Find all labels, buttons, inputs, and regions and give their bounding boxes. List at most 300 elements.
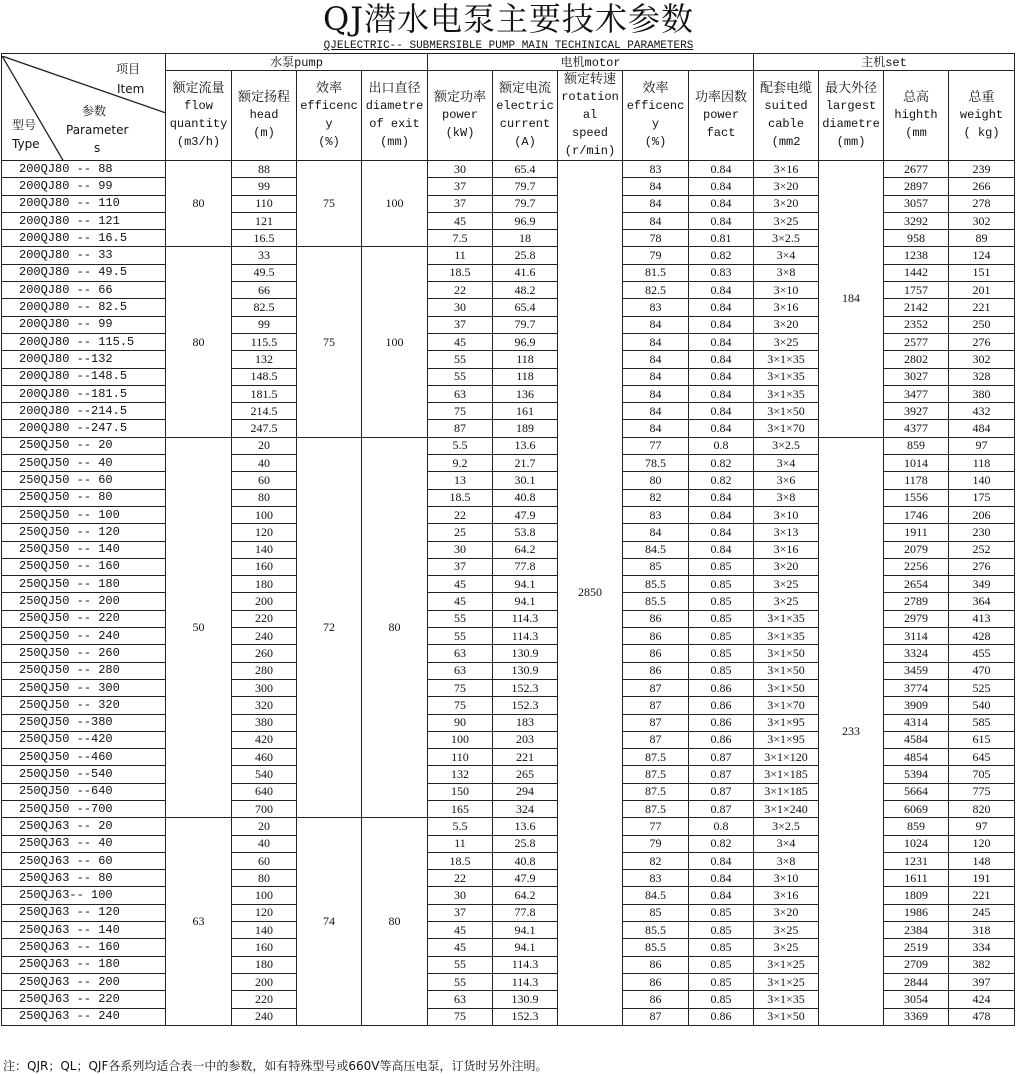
head-cell: 80	[232, 870, 297, 887]
pump-efficiency-cell: 75	[297, 161, 362, 247]
current-cell: 77.8	[493, 904, 558, 921]
weight-cell: 89	[949, 230, 1015, 247]
model-cell: 250QJ50 -- 220	[2, 610, 166, 627]
head-cell: 160	[232, 939, 297, 956]
power-cell: 45	[428, 212, 493, 229]
current-cell: 130.9	[493, 662, 558, 679]
table-row	[2, 437, 1015, 454]
motor-efficiency-cell: 78	[623, 230, 689, 247]
model-cell: 200QJ80 --181.5	[2, 385, 166, 402]
weight-cell: 201	[949, 282, 1015, 299]
motor-efficiency-cell: 84.5	[623, 541, 689, 558]
current-cell: 152.3	[493, 697, 558, 714]
cable-cell: 3×4	[754, 455, 819, 472]
height-cell: 3927	[884, 403, 949, 420]
motor-efficiency-cell: 87.5	[623, 800, 689, 817]
head-cell: 240	[232, 628, 297, 645]
motor-efficiency-cell: 87	[623, 1008, 689, 1025]
head-cell: 40	[232, 835, 297, 852]
power-cell: 22	[428, 870, 493, 887]
power-factor-cell: 0.86	[689, 731, 754, 748]
power-factor-cell: 0.82	[689, 247, 754, 264]
head-cell: 16.5	[232, 230, 297, 247]
head-cell: 120	[232, 524, 297, 541]
current-cell: 64.2	[493, 541, 558, 558]
head-cell: 99	[232, 316, 297, 333]
weight-cell: 455	[949, 645, 1015, 662]
power-cell: 22	[428, 506, 493, 523]
power-cell: 7.5	[428, 230, 493, 247]
cable-cell: 3×25	[754, 922, 819, 939]
model-cell: 250QJ50 -- 240	[2, 628, 166, 645]
height-cell: 1809	[884, 887, 949, 904]
height-cell: 2519	[884, 939, 949, 956]
weight-cell: 525	[949, 679, 1015, 696]
weight-cell: 245	[949, 904, 1015, 921]
current-cell: 40.8	[493, 852, 558, 869]
motor-efficiency-cell: 84	[623, 195, 689, 212]
weight-cell: 239	[949, 161, 1015, 178]
model-cell: 250QJ63 -- 240	[2, 1008, 166, 1025]
column-header: 总重 weight ( kg)	[949, 71, 1015, 161]
motor-efficiency-cell: 77	[623, 437, 689, 454]
power-cell: 18.5	[428, 852, 493, 869]
head-cell: 220	[232, 991, 297, 1008]
current-cell: 294	[493, 783, 558, 800]
corner-type-en: Type	[12, 136, 40, 151]
power-factor-cell: 0.84	[689, 195, 754, 212]
motor-efficiency-cell: 86	[623, 645, 689, 662]
cable-cell: 3×16	[754, 887, 819, 904]
cable-cell: 3×4	[754, 247, 819, 264]
height-cell: 859	[884, 437, 949, 454]
power-factor-cell: 0.84	[689, 870, 754, 887]
current-cell: 47.9	[493, 506, 558, 523]
current-cell: 25.8	[493, 247, 558, 264]
power-cell: 45	[428, 922, 493, 939]
weight-cell: 820	[949, 800, 1015, 817]
power-factor-cell: 0.85	[689, 558, 754, 575]
model-cell: 250QJ50 --460	[2, 749, 166, 766]
current-cell: 40.8	[493, 489, 558, 506]
cable-cell: 3×1×95	[754, 714, 819, 731]
model-cell: 250QJ50 --540	[2, 766, 166, 783]
rotational-speed-cell: 2850	[558, 161, 623, 1026]
weight-cell: 428	[949, 628, 1015, 645]
current-cell: 94.1	[493, 576, 558, 593]
cable-cell: 3×10	[754, 870, 819, 887]
power-cell: 63	[428, 385, 493, 402]
weight-cell: 118	[949, 455, 1015, 472]
motor-efficiency-cell: 83	[623, 299, 689, 316]
power-cell: 55	[428, 368, 493, 385]
head-cell: 200	[232, 593, 297, 610]
height-cell: 2384	[884, 922, 949, 939]
flow-quantity-cell: 80	[166, 161, 232, 247]
pump-efficiency-cell: 75	[297, 247, 362, 437]
model-cell: 250QJ50 --380	[2, 714, 166, 731]
weight-cell: 151	[949, 264, 1015, 281]
motor-efficiency-cell: 86	[623, 662, 689, 679]
cable-cell: 3×1×50	[754, 403, 819, 420]
weight-cell: 221	[949, 887, 1015, 904]
head-cell: 260	[232, 645, 297, 662]
head-cell: 115.5	[232, 333, 297, 350]
head-cell: 640	[232, 783, 297, 800]
cable-cell: 3×1×185	[754, 766, 819, 783]
current-cell: 161	[493, 403, 558, 420]
corner-item-cn: 项目	[116, 61, 141, 76]
power-factor-cell: 0.87	[689, 749, 754, 766]
weight-cell: 191	[949, 870, 1015, 887]
weight-cell: 615	[949, 731, 1015, 748]
model-cell: 250QJ50 -- 80	[2, 489, 166, 506]
power-cell: 45	[428, 333, 493, 350]
height-cell: 4314	[884, 714, 949, 731]
power-factor-cell: 0.86	[689, 714, 754, 731]
power-cell: 110	[428, 749, 493, 766]
cable-cell: 3×20	[754, 904, 819, 921]
current-cell: 13.6	[493, 818, 558, 835]
power-factor-cell: 0.85	[689, 610, 754, 627]
motor-efficiency-cell: 87	[623, 679, 689, 696]
head-cell: 420	[232, 731, 297, 748]
motor-efficiency-cell: 85	[623, 558, 689, 575]
power-factor-cell: 0.84	[689, 212, 754, 229]
corner-type-cn: 型号	[12, 117, 37, 132]
power-factor-cell: 0.84	[689, 282, 754, 299]
power-cell: 75	[428, 697, 493, 714]
largest-diameter-cell: 233	[819, 437, 884, 1025]
power-factor-cell: 0.84	[689, 887, 754, 904]
power-cell: 37	[428, 904, 493, 921]
power-factor-cell: 0.84	[689, 161, 754, 178]
motor-efficiency-cell: 84	[623, 333, 689, 350]
parameters-table	[1, 53, 1015, 1026]
cable-cell: 3×1×185	[754, 783, 819, 800]
current-cell: 65.4	[493, 161, 558, 178]
motor-efficiency-cell: 86	[623, 973, 689, 990]
cable-cell: 3×20	[754, 178, 819, 195]
power-factor-cell: 0.84	[689, 506, 754, 523]
head-cell: 110	[232, 195, 297, 212]
cable-cell: 3×1×50	[754, 645, 819, 662]
head-cell: 100	[232, 506, 297, 523]
cable-cell: 3×8	[754, 489, 819, 506]
power-factor-cell: 0.87	[689, 800, 754, 817]
power-cell: 45	[428, 576, 493, 593]
model-cell: 200QJ80 -- 16.5	[2, 230, 166, 247]
head-cell: 60	[232, 472, 297, 489]
power-factor-cell: 0.84	[689, 541, 754, 558]
power-cell: 11	[428, 247, 493, 264]
height-cell: 1911	[884, 524, 949, 541]
weight-cell: 206	[949, 506, 1015, 523]
weight-cell: 148	[949, 852, 1015, 869]
height-cell: 2979	[884, 610, 949, 627]
corner-item-en: Item	[117, 81, 145, 96]
model-cell: 250QJ50 -- 100	[2, 506, 166, 523]
height-cell: 3909	[884, 697, 949, 714]
column-header: 效率 efficenc y (%)	[297, 71, 362, 161]
height-cell: 3477	[884, 385, 949, 402]
model-cell: 250QJ50 -- 320	[2, 697, 166, 714]
cable-cell: 3×25	[754, 593, 819, 610]
page-title: QJ潜水电泵主要技术参数	[322, 0, 695, 38]
motor-efficiency-cell: 78.5	[623, 455, 689, 472]
model-cell: 200QJ80 -- 99	[2, 178, 166, 195]
corner-header-cell	[2, 54, 166, 161]
model-cell: 250QJ50 -- 140	[2, 541, 166, 558]
model-cell: 250QJ63 -- 40	[2, 835, 166, 852]
height-cell: 958	[884, 230, 949, 247]
weight-cell: 484	[949, 420, 1015, 437]
current-cell: 53.8	[493, 524, 558, 541]
power-factor-cell: 0.85	[689, 662, 754, 679]
height-cell: 3369	[884, 1008, 949, 1025]
motor-efficiency-cell: 84	[623, 420, 689, 437]
power-factor-cell: 0.84	[689, 178, 754, 195]
power-factor-cell: 0.85	[689, 973, 754, 990]
weight-cell: 276	[949, 333, 1015, 350]
height-cell: 3114	[884, 628, 949, 645]
motor-efficiency-cell: 80	[623, 472, 689, 489]
weight-cell: 705	[949, 766, 1015, 783]
column-header: 额定扬程 head (m)	[232, 71, 297, 161]
power-factor-cell: 0.84	[689, 316, 754, 333]
motor-efficiency-cell: 84	[623, 212, 689, 229]
motor-efficiency-cell: 85.5	[623, 593, 689, 610]
motor-efficiency-cell: 87	[623, 714, 689, 731]
height-cell: 2142	[884, 299, 949, 316]
power-cell: 9.2	[428, 455, 493, 472]
model-cell: 250QJ63-- 100	[2, 887, 166, 904]
model-cell: 200QJ80 -- 121	[2, 212, 166, 229]
cable-cell: 3×25	[754, 939, 819, 956]
cable-cell: 3×1×35	[754, 368, 819, 385]
power-factor-cell: 0.85	[689, 593, 754, 610]
head-cell: 700	[232, 800, 297, 817]
motor-efficiency-cell: 86	[623, 628, 689, 645]
column-header: 总高 highth (mm	[884, 71, 949, 161]
weight-cell: 175	[949, 489, 1015, 506]
power-cell: 55	[428, 956, 493, 973]
head-cell: 20	[232, 437, 297, 454]
model-cell: 250QJ50 -- 20	[2, 437, 166, 454]
cable-cell: 3×13	[754, 524, 819, 541]
current-cell: 152.3	[493, 1008, 558, 1025]
power-factor-cell: 0.85	[689, 991, 754, 1008]
column-header: 最大外径 largest diametre (mm)	[819, 71, 884, 161]
cable-cell: 3×1×35	[754, 610, 819, 627]
power-factor-cell: 0.83	[689, 264, 754, 281]
motor-efficiency-cell: 79	[623, 835, 689, 852]
weight-cell: 276	[949, 558, 1015, 575]
power-factor-cell: 0.85	[689, 645, 754, 662]
head-cell: 40	[232, 455, 297, 472]
flow-quantity-cell: 80	[166, 247, 232, 437]
footnote: 注：QJR；QL；QJF各系列均适合表一中的参数，如有特殊型号或660V等高压电泵，订货时另外注明。	[3, 1059, 548, 1073]
current-cell: 94.1	[493, 593, 558, 610]
power-factor-cell: 0.85	[689, 956, 754, 973]
motor-efficiency-cell: 83	[623, 870, 689, 887]
model-cell: 250QJ50 --420	[2, 731, 166, 748]
head-cell: 300	[232, 679, 297, 696]
power-factor-cell: 0.84	[689, 385, 754, 402]
height-cell: 2677	[884, 161, 949, 178]
current-cell: 114.3	[493, 973, 558, 990]
cable-cell: 3×4	[754, 835, 819, 852]
head-cell: 214.5	[232, 403, 297, 420]
power-cell: 132	[428, 766, 493, 783]
table-body	[2, 161, 1015, 1026]
cable-cell: 3×6	[754, 472, 819, 489]
power-cell: 75	[428, 403, 493, 420]
motor-efficiency-cell: 83	[623, 506, 689, 523]
head-cell: 180	[232, 576, 297, 593]
model-cell: 200QJ80 -- 49.5	[2, 264, 166, 281]
current-cell: 77.8	[493, 558, 558, 575]
power-cell: 87	[428, 420, 493, 437]
current-cell: 189	[493, 420, 558, 437]
weight-cell: 266	[949, 178, 1015, 195]
model-cell: 200QJ80 -- 82.5	[2, 299, 166, 316]
power-factor-cell: 0.8	[689, 818, 754, 835]
power-cell: 55	[428, 973, 493, 990]
power-factor-cell: 0.84	[689, 351, 754, 368]
current-cell: 152.3	[493, 679, 558, 696]
weight-cell: 432	[949, 403, 1015, 420]
model-cell: 250QJ50 -- 160	[2, 558, 166, 575]
head-cell: 49.5	[232, 264, 297, 281]
motor-efficiency-cell: 82	[623, 489, 689, 506]
cable-cell: 3×1×35	[754, 351, 819, 368]
height-cell: 1024	[884, 835, 949, 852]
height-cell: 4584	[884, 731, 949, 748]
head-cell: 60	[232, 852, 297, 869]
pump-efficiency-cell: 74	[297, 818, 362, 1026]
height-cell: 2897	[884, 178, 949, 195]
current-cell: 114.3	[493, 610, 558, 627]
model-cell: 250QJ50 -- 260	[2, 645, 166, 662]
power-cell: 18.5	[428, 489, 493, 506]
model-cell: 250QJ63 -- 220	[2, 991, 166, 1008]
height-cell: 1986	[884, 904, 949, 921]
model-cell: 200QJ80 -- 66	[2, 282, 166, 299]
height-cell: 2802	[884, 351, 949, 368]
weight-cell: 252	[949, 541, 1015, 558]
column-header: 额定功率 power (kW)	[428, 71, 493, 161]
model-cell: 250QJ63 -- 80	[2, 870, 166, 887]
height-cell: 2844	[884, 973, 949, 990]
motor-efficiency-cell: 87.5	[623, 783, 689, 800]
current-cell: 41.6	[493, 264, 558, 281]
current-cell: 265	[493, 766, 558, 783]
current-cell: 25.8	[493, 835, 558, 852]
column-header: 配套电缆 suited cable (mm2	[754, 71, 819, 161]
weight-cell: 278	[949, 195, 1015, 212]
model-cell: 250QJ50 --700	[2, 800, 166, 817]
cable-cell: 3×1×95	[754, 731, 819, 748]
column-header: 额定转速 rotation al speed (r/min)	[558, 71, 623, 161]
motor-efficiency-cell: 85.5	[623, 939, 689, 956]
motor-efficiency-cell: 77	[623, 818, 689, 835]
cable-cell: 3×20	[754, 195, 819, 212]
column-header: 额定流量 flow quantity (m3/h)	[166, 71, 232, 161]
power-cell: 37	[428, 178, 493, 195]
height-cell: 1746	[884, 506, 949, 523]
weight-cell: 775	[949, 783, 1015, 800]
model-cell: 250QJ50 -- 200	[2, 593, 166, 610]
group-header-motor: 电机motor	[428, 54, 754, 71]
height-cell: 1014	[884, 455, 949, 472]
power-factor-cell: 0.85	[689, 904, 754, 921]
height-cell: 1231	[884, 852, 949, 869]
cable-cell: 3×2.5	[754, 230, 819, 247]
weight-cell: 97	[949, 437, 1015, 454]
current-cell: 221	[493, 749, 558, 766]
height-cell: 1442	[884, 264, 949, 281]
current-cell: 48.2	[493, 282, 558, 299]
power-factor-cell: 0.82	[689, 472, 754, 489]
power-factor-cell: 0.81	[689, 230, 754, 247]
current-cell: 136	[493, 385, 558, 402]
weight-cell: 424	[949, 991, 1015, 1008]
model-cell: 200QJ80 --148.5	[2, 368, 166, 385]
power-factor-cell: 0.84	[689, 368, 754, 385]
model-cell: 200QJ80 --132	[2, 351, 166, 368]
power-factor-cell: 0.8	[689, 437, 754, 454]
power-factor-cell: 0.84	[689, 852, 754, 869]
head-cell: 320	[232, 697, 297, 714]
cable-cell: 3×25	[754, 212, 819, 229]
weight-cell: 318	[949, 922, 1015, 939]
power-factor-cell: 0.86	[689, 1008, 754, 1025]
power-cell: 37	[428, 195, 493, 212]
height-cell: 3292	[884, 212, 949, 229]
motor-efficiency-cell: 84.5	[623, 887, 689, 904]
height-cell: 3774	[884, 679, 949, 696]
head-cell: 82.5	[232, 299, 297, 316]
power-factor-cell: 0.85	[689, 576, 754, 593]
power-cell: 55	[428, 610, 493, 627]
model-cell: 200QJ80 -- 33	[2, 247, 166, 264]
power-factor-cell: 0.85	[689, 628, 754, 645]
power-cell: 30	[428, 541, 493, 558]
motor-efficiency-cell: 83	[623, 161, 689, 178]
power-factor-cell: 0.85	[689, 939, 754, 956]
power-factor-cell: 0.87	[689, 783, 754, 800]
height-cell: 5664	[884, 783, 949, 800]
motor-efficiency-cell: 86	[623, 956, 689, 973]
largest-diameter-cell: 184	[819, 161, 884, 438]
weight-cell: 230	[949, 524, 1015, 541]
power-factor-cell: 0.84	[689, 299, 754, 316]
weight-cell: 478	[949, 1008, 1015, 1025]
power-factor-cell: 0.82	[689, 455, 754, 472]
page-subtitle: QJELECTRIC-- SUBMERSIBLE PUMP MAIN TECHINICAL PARAMETERS	[323, 40, 694, 52]
current-cell: 130.9	[493, 645, 558, 662]
height-cell: 1556	[884, 489, 949, 506]
power-factor-cell: 0.82	[689, 835, 754, 852]
model-cell: 250QJ63 -- 160	[2, 939, 166, 956]
head-cell: 100	[232, 887, 297, 904]
power-cell: 45	[428, 593, 493, 610]
head-cell: 140	[232, 922, 297, 939]
power-cell: 18.5	[428, 264, 493, 281]
current-cell: 118	[493, 351, 558, 368]
power-factor-cell: 0.84	[689, 420, 754, 437]
